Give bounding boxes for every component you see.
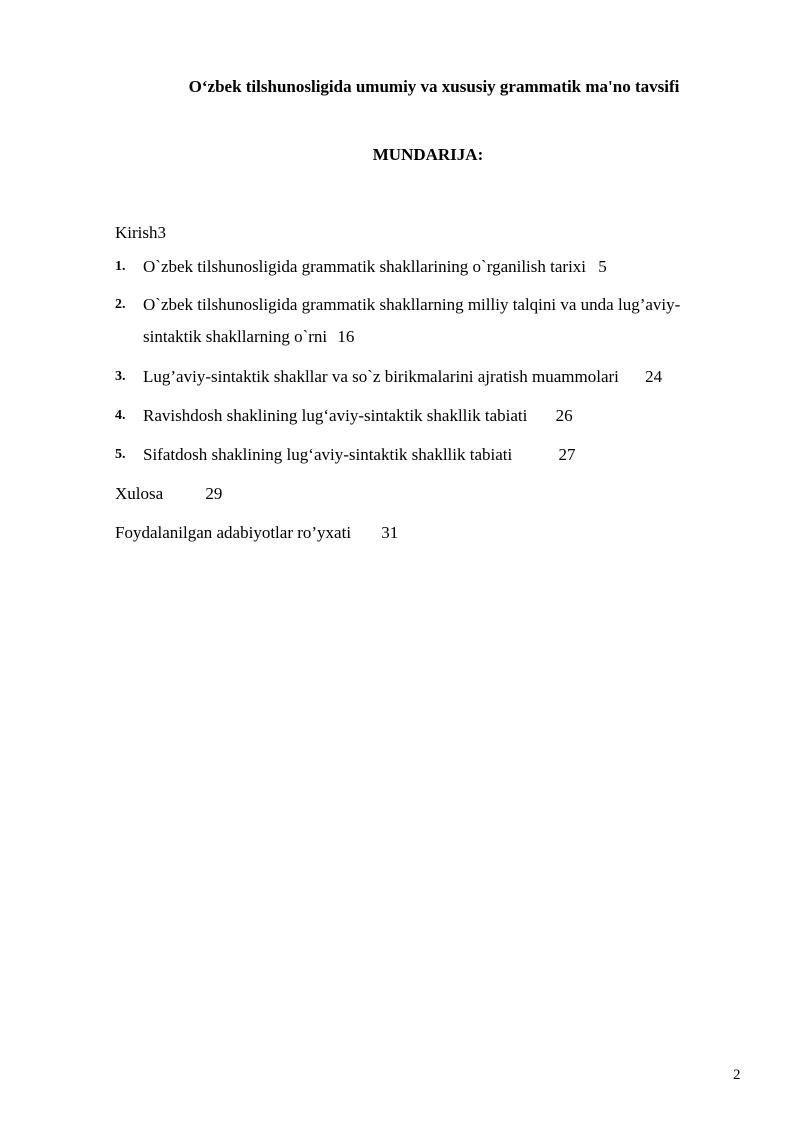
toc-entry-number: 2. <box>115 297 126 312</box>
document-title: O‘zbek tilshunosligida umumiy va xususiy grammatik ma'no tavsifi <box>188 77 680 96</box>
toc-entry-page: 31 <box>381 523 399 542</box>
toc-entry-label: Foydalanilgan adabiyotlar ro’yxati <box>115 523 352 542</box>
toc-entry-number: 1. <box>115 259 126 274</box>
toc-entry-label: Xulosa <box>115 484 164 503</box>
toc-entry-intro[interactable] <box>115 222 166 244</box>
toc-entry-label: O`zbek tilshunosligida grammatik shakllarning milliy talqini va unda lug’aviy- <box>143 295 681 314</box>
toc-entry-page: 5 <box>598 257 607 276</box>
toc-entry-number: 5. <box>115 447 126 462</box>
toc-entry-page: 27 <box>558 445 576 464</box>
toc-entry-label: Kirish <box>115 223 158 242</box>
page-number: 2 <box>733 1067 741 1083</box>
toc-heading: MUNDARIJA: <box>372 145 484 164</box>
toc-entry-page: 3 <box>157 223 166 242</box>
toc-entry-label: Lug’aviy-sintaktik shakllar va so`z birikmalarini ajratish muammolari <box>143 367 619 386</box>
toc-entry-page: 24 <box>645 367 663 386</box>
toc-entry-page: 16 <box>337 327 355 346</box>
toc-entry-conclusion[interactable] <box>115 483 222 505</box>
toc-entry-references[interactable] <box>115 522 398 544</box>
toc-entry-number: 3. <box>115 369 126 384</box>
toc-entry-label: O`zbek tilshunosligida grammatik shakllarining o`rganilish tarixi <box>143 257 587 276</box>
toc-entry-label-continued: sintaktik shakllarning o`rni <box>143 327 328 346</box>
toc-entry-number: 4. <box>115 408 126 423</box>
toc-entry-label: Ravishdosh shaklining lug‘aviy-sintaktik shakllik tabiati <box>143 406 528 425</box>
toc-entry-page: 29 <box>205 484 223 503</box>
toc-entry-page: 26 <box>555 406 573 425</box>
toc-entry-label: Sifatdosh shaklining lug‘aviy-sintaktik shakllik tabiati <box>143 445 513 464</box>
